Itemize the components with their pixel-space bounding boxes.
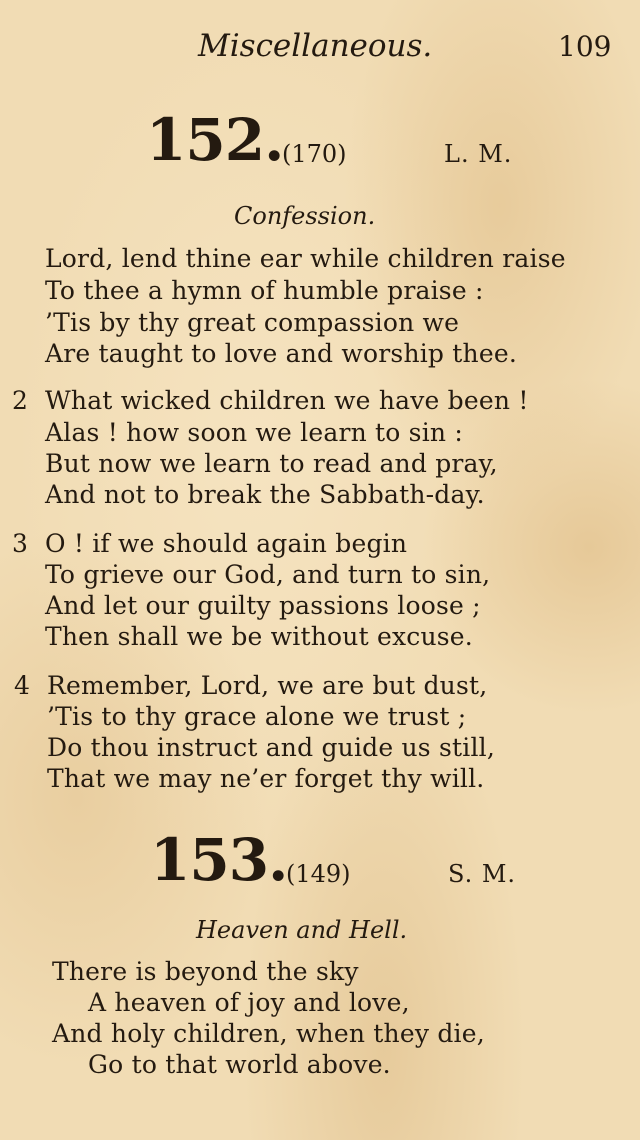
verse-line: To thee a hymn of humble praise :: [45, 276, 484, 305]
verse-line: Then shall we be without excuse.: [45, 622, 473, 651]
verse-line: Remember, Lord, we are but dust,: [47, 671, 488, 700]
verse-line: There is beyond the sky: [52, 957, 359, 986]
verse-line: And not to break the Sabbath-day.: [45, 480, 485, 509]
verse-line: That we may ne’er forget thy will.: [47, 764, 485, 793]
verse-line: But now we learn to read and pray,: [45, 449, 498, 478]
hymn-meter: S. M.: [448, 860, 517, 888]
hymn-number: 152.: [146, 106, 284, 174]
verse-number: 4: [14, 671, 30, 700]
verse-line: A heaven of joy and love,: [88, 988, 410, 1017]
verse-line: O ! if we should again begin: [45, 529, 408, 558]
hymn-number: 153.: [150, 826, 288, 894]
verse-number: 2: [12, 386, 28, 415]
verse-line: And holy children, when they die,: [52, 1019, 485, 1048]
verse-line: To grieve our God, and turn to sin,: [45, 560, 491, 589]
running-head: Miscellaneous.: [198, 28, 433, 64]
verse-line: Are taught to love and worship thee.: [45, 339, 517, 368]
hymn-title: Confession.: [234, 202, 376, 230]
page-number: 109: [558, 30, 612, 63]
hymn-reference: (149): [286, 860, 351, 888]
verse-line: Alas ! how soon we learn to sin :: [45, 418, 463, 447]
hymn-reference: (170): [282, 140, 347, 168]
verse-line: Go to that world above.: [88, 1050, 391, 1079]
verse-line: ’Tis by thy great compassion we: [45, 308, 460, 337]
hymn-meter: L. M.: [444, 140, 513, 168]
verse-line: And let our guilty passions loose ;: [45, 591, 481, 620]
hymn-title: Heaven and Hell.: [196, 916, 408, 944]
verse-line: What wicked children we have been !: [45, 386, 529, 415]
verse-line: Do thou instruct and guide us still,: [47, 733, 495, 762]
verse-number: 3: [12, 529, 28, 558]
verse-line: ’Tis to thy grace alone we trust ;: [47, 702, 467, 731]
verse-line: Lord, lend thine ear while children raise: [45, 244, 566, 273]
